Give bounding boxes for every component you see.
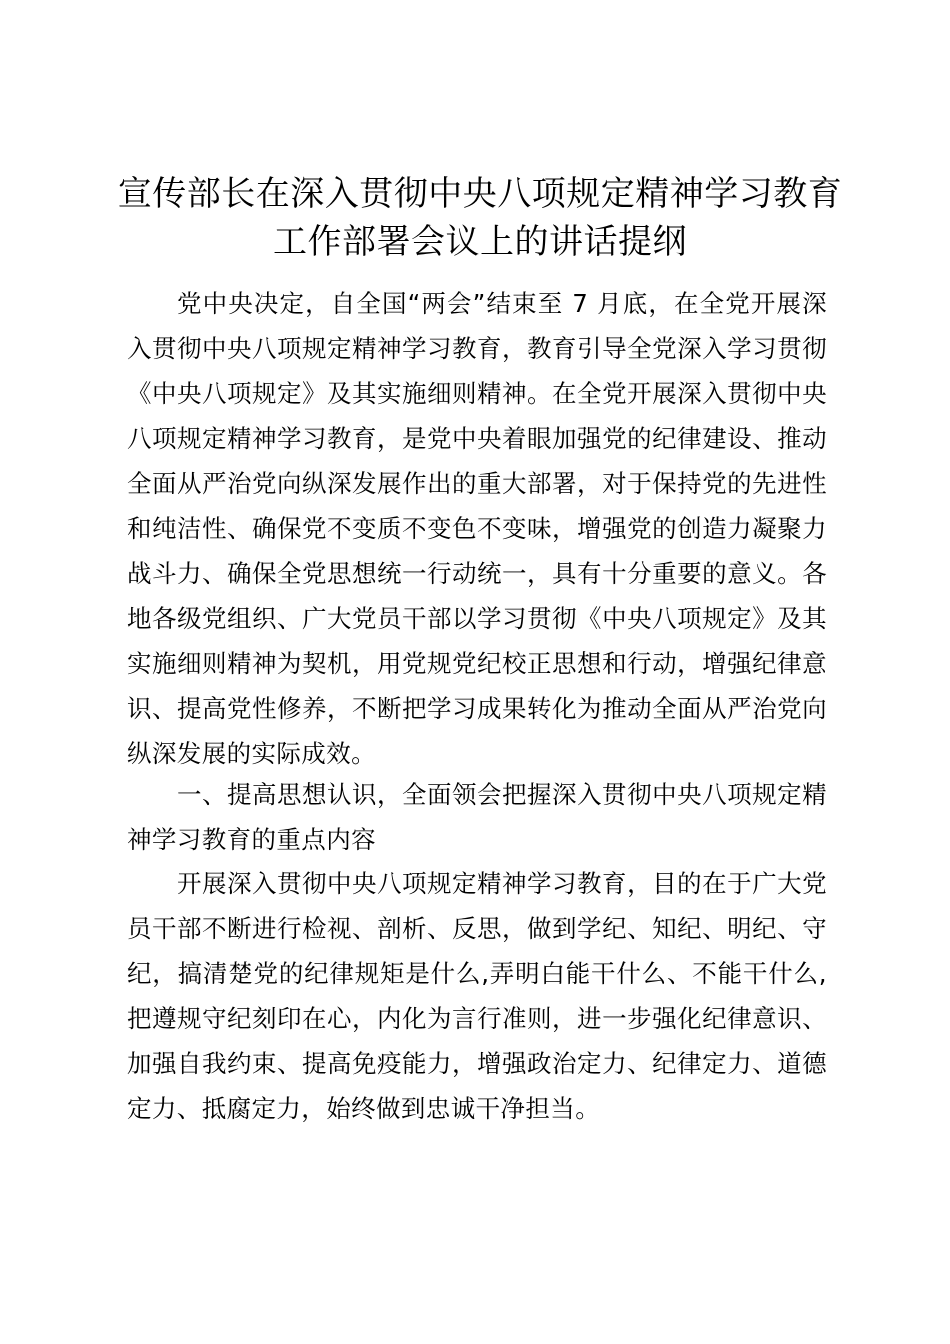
section-paragraph: 开展深入贯彻中央八项规定精神学习教育，目的在于广大党员干部不断进行检视、剖析、反思，做到学纪、知纪、明纪、守纪，搞清楚党的纪律规矩是什么,弄明白能干什么、不能干什么,把遵规守纪刻印在心，内化为言行准则，进一步强化纪律意识、加强自我约束、提高免疫能力，增强政治定力、纪律定力、道德定力、抵腐定力，始终做到忠诚干净担当。 — [127, 869, 827, 1123]
document-title: 宣传部长在深入贯彻中央八项规定精神学习教育工作部署会议上的讲话提纲 — [117, 174, 843, 262]
intro-paragraph: 党中央决定，自全国“两会”结束至 7 月底，在全党开展深入贯彻中央八项规定精神学习教育，教育引导全党深入学习贯彻《中央八项规定》及其实施细则精神。在全党开展深入贯彻中央八项规定精神学习教育，是党中央着眼加强党的纪律建设、推动全面从严治党向纵深发展作出的重大部署，对于保持党的先进性和纯洁性、确保党不变质不变色不变味，增强党的创造力凝聚力战斗力、确保全党思想统一行动统一，具有十分重要的意义。各地各级党组织、广大党员干部以学习贯彻《中央八项规定》及其实施细则精神为契机，用党规党纪校正思想和行动，增强纪律意识、提高党性修养，不断把学习成果转化为推动全面从严治党向纵深发展的实际成效。 — [127, 289, 827, 768]
section-heading: 一、提高思想认识，全面领会把握深入贯彻中央八项规定精神学习教育的重点内容 — [127, 780, 827, 854]
